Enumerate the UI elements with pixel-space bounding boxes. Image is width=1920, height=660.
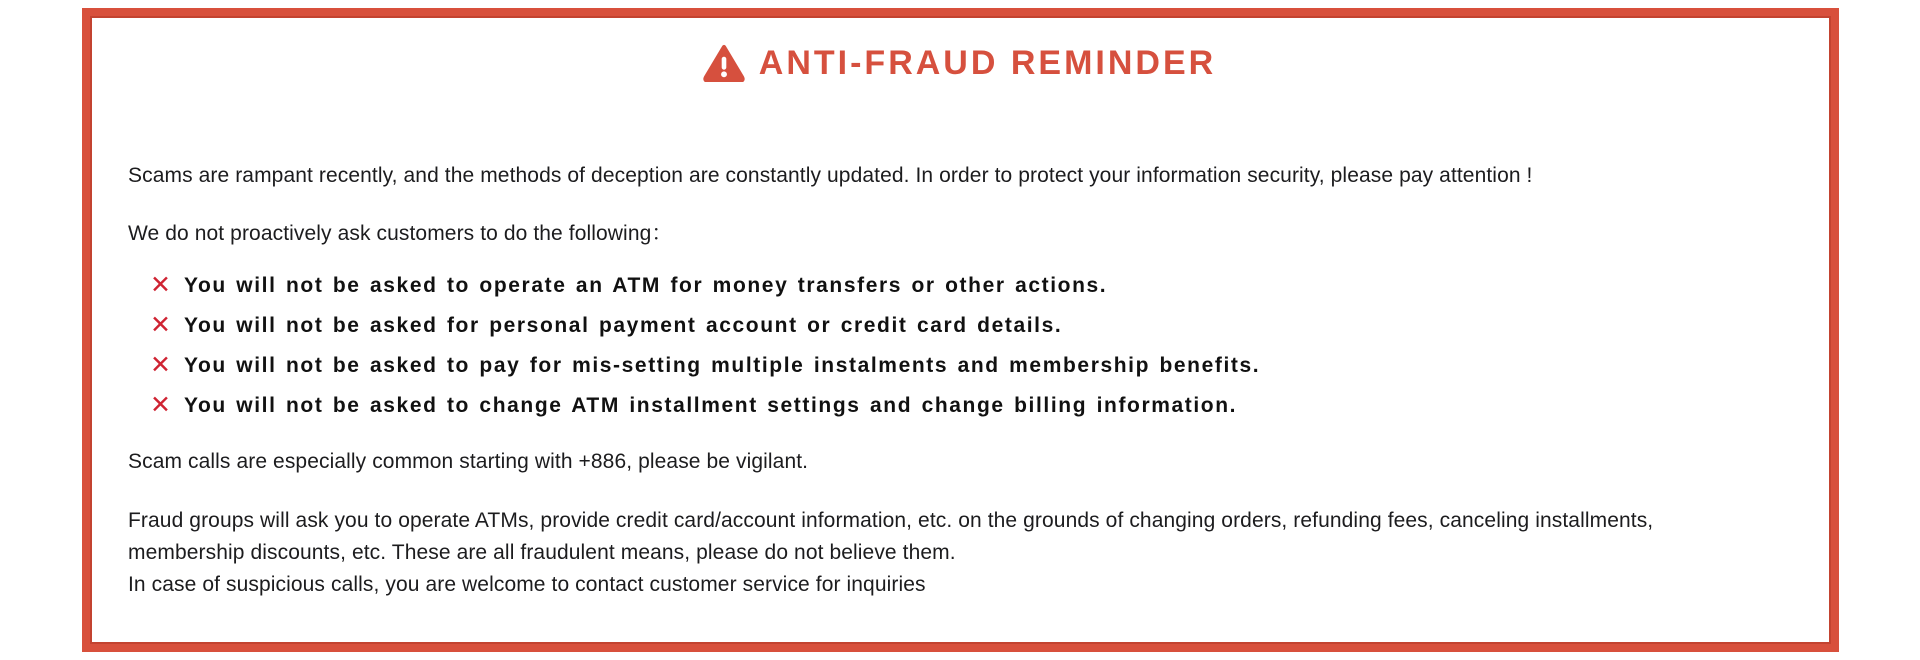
rule-text: You will not be asked to pay for mis-setting multiple instalments and membership benefits. — [183, 354, 1261, 377]
banner-content — [90, 42, 1831, 601]
x-mark-icon: ✕ — [150, 390, 171, 419]
closing-line: membership discounts, etc. These are all fraudulent means, please do not believe them. — [128, 541, 956, 564]
list-intro-paragraph: We do not proactively ask customers to do the following： — [128, 222, 673, 245]
scam-calls-note: Scam calls are especially common starting with +886, please be vigilant. — [128, 450, 809, 473]
banner-title-row — [128, 42, 1791, 84]
rule-item — [150, 266, 1791, 306]
closing-line: In case of suspicious calls, you are welcome to contact customer service for inquiries — [128, 573, 926, 596]
rule-text: You will not be asked to operate an ATM for money transfers or other actions. — [183, 274, 1108, 297]
closing-paragraph — [128, 505, 1791, 601]
intro-paragraph: Scams are rampant recently, and the methods of deception are constantly updated. In order to protect your information security, please pay attention ! — [128, 164, 1533, 187]
rule-item — [150, 386, 1791, 426]
rule-item — [150, 346, 1791, 386]
x-mark-icon: ✕ — [150, 270, 171, 299]
banner-title: ANTI-FRAUD REMINDER — [758, 44, 1217, 82]
rule-item — [150, 306, 1791, 346]
x-mark-icon: ✕ — [150, 310, 171, 339]
warning-triangle-icon — [703, 44, 745, 82]
x-mark-icon: ✕ — [150, 350, 171, 379]
rules-list — [150, 266, 1791, 426]
rule-text: You will not be asked for personal payment account or credit card details. — [183, 314, 1063, 337]
anti-fraud-banner — [82, 8, 1839, 652]
closing-line: Fraud groups will ask you to operate ATMs, provide credit card/account information, etc. on the grounds of changing orders, refunding fees, canceling installments, — [128, 509, 1654, 532]
rule-text: You will not be asked to change ATM installment settings and change billing information. — [183, 394, 1238, 417]
